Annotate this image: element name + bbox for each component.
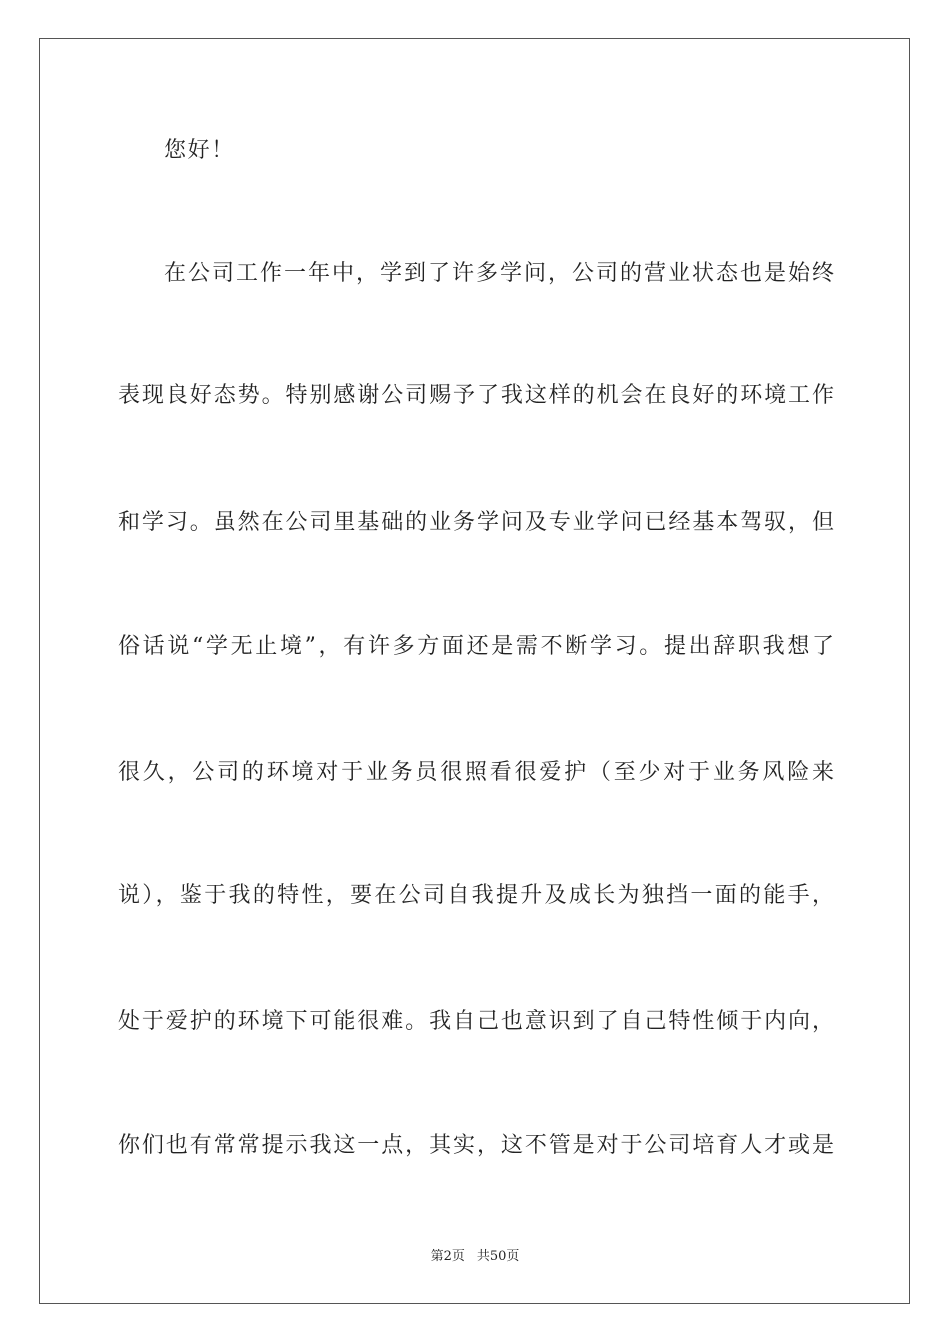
page-number-total: 共50页	[476, 1249, 520, 1264]
body-line-1: 在公司工作一年中，学到了许多学问，公司的营业状态也是始终	[164, 261, 834, 286]
page-footer	[0, 1248, 950, 1266]
body-line-2: 表现良好态势。特别感谢公司赐予了我这样的机会在良好的环境工作	[118, 383, 834, 408]
body-line-8: 你们也有常常提示我这一点，其实，这不管是对于公司培育人才或是	[118, 1133, 834, 1158]
body-line-5: 很久，公司的环境对于业务员很照看很爱护（至少对于业务风险来	[118, 760, 834, 785]
page-number-current: 第2页	[430, 1249, 465, 1264]
body-line-6: 说），鉴于我的特性，要在公司自我提升及成长为独挡一面的能手，	[118, 883, 834, 908]
body-line-7: 处于爱护的环境下可能很难。我自己也意识到了自己特性倾于内向，	[118, 1009, 834, 1034]
greeting-text: 您好！	[164, 138, 235, 163]
body-line-3: 和学习。虽然在公司里基础的业务学问及专业学问已经基本驾驭，但	[118, 510, 834, 535]
page-frame	[39, 38, 910, 1304]
body-line-4: 俗话说“学无止境”，有许多方面还是需不断学习。提出辞职我想了	[118, 634, 834, 659]
